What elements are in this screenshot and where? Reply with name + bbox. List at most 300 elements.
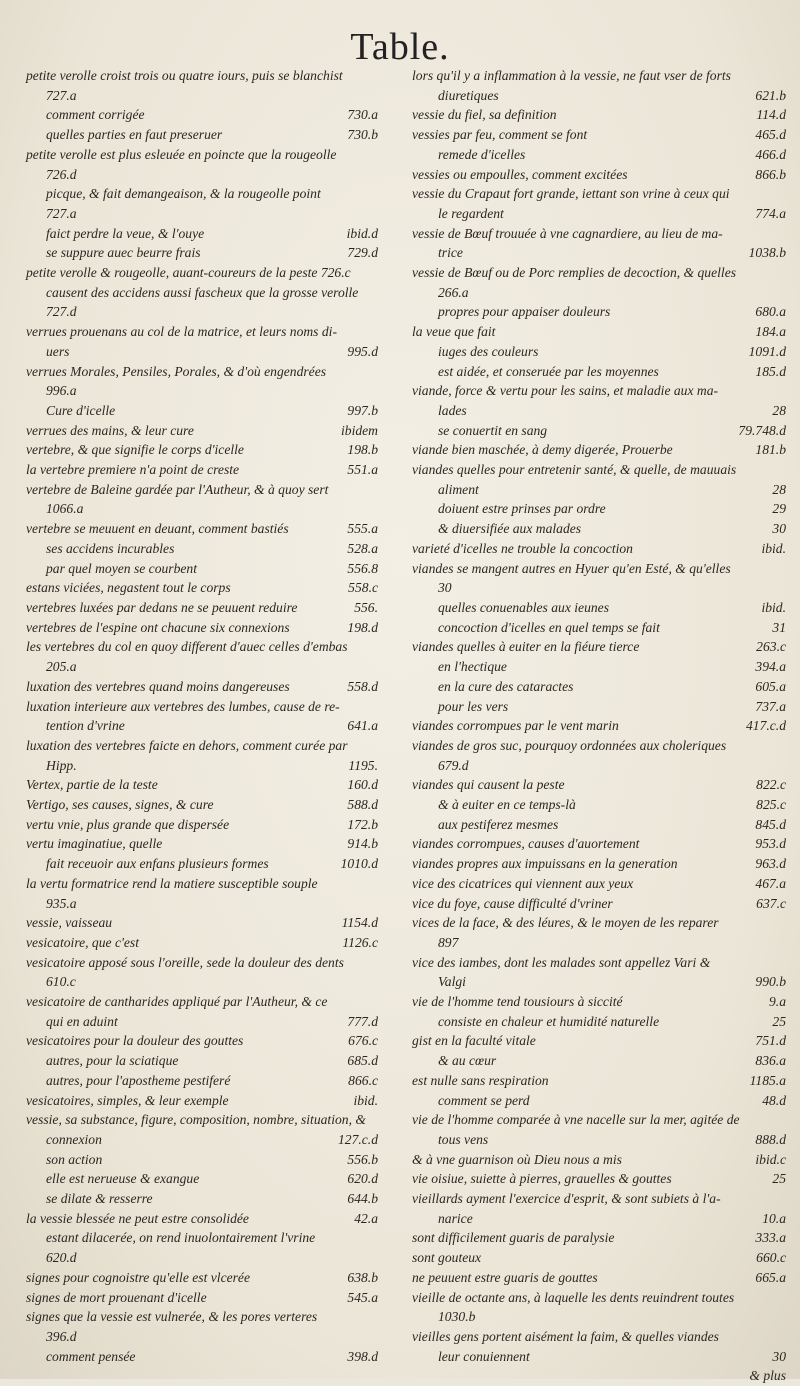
index-entry — [412, 342, 786, 362]
index-entry — [412, 1307, 786, 1327]
entry-page-ref: ibid. — [761, 599, 786, 615]
index-entry — [412, 224, 786, 244]
entry-page-ref: 730.a — [347, 107, 378, 123]
entry-page-ref: 172.b — [347, 816, 378, 832]
entry-page-ref: 995.d — [347, 343, 378, 359]
index-entry — [26, 204, 378, 224]
index-entry — [412, 302, 786, 322]
entry-page-ref: 605.a — [755, 678, 786, 694]
index-entry — [412, 913, 786, 933]
entry-text: se dilate & resserre — [46, 1191, 153, 1207]
entry-text: 897 — [438, 934, 459, 950]
entry-page-ref: 127.c.d — [337, 1131, 378, 1147]
index-entry — [26, 145, 378, 165]
index-entry — [26, 165, 378, 185]
entry-text: viandes se mangent autres en Hyuer qu'en Esté, & qu'elles — [412, 560, 731, 576]
entry-page-ref: 845.d — [755, 816, 786, 832]
index-entry — [26, 342, 378, 362]
entry-text: viandes propres aux impuissans en la generation — [412, 856, 678, 872]
index-entry — [412, 815, 786, 835]
entry-text: comment pensée — [46, 1348, 136, 1364]
entry-text: comment se perd — [438, 1092, 530, 1108]
index-entry — [26, 1051, 378, 1071]
index-entry — [26, 1189, 378, 1209]
entry-page-ref: 1126.c — [342, 934, 378, 950]
index-entry — [412, 125, 786, 145]
entry-page-ref: 556.8 — [347, 560, 378, 576]
index-entry — [412, 1012, 786, 1032]
entry-text: connexion — [46, 1131, 102, 1147]
entry-text: vice du foye, cause difficulté d'vriner — [412, 895, 613, 911]
entry-text: & diuersifiée aux malades — [438, 521, 582, 537]
entry-page-ref: 417.c.d — [745, 718, 786, 734]
index-entry — [412, 1189, 786, 1209]
entry-text: viandes quelles à euiter en la fiéure tierce — [412, 639, 640, 655]
entry-text: viandes de gros suc, pourquoy ordonnées aux choleriques — [412, 737, 727, 753]
entry-text: iuges des couleurs — [438, 343, 539, 359]
index-entry — [26, 637, 378, 657]
index-entry — [26, 559, 378, 579]
index-entry — [412, 283, 786, 303]
entry-text: par quel moyen se courbent — [46, 560, 198, 576]
index-entry — [412, 86, 786, 106]
index-entry — [26, 716, 378, 736]
entry-text: consiste en chaleur et humidité naturelle — [438, 1013, 660, 1029]
entry-page-ref: 990.b — [755, 974, 786, 990]
entry-page-ref: 556.b — [347, 1151, 378, 1167]
entry-page-ref: 751.d — [755, 1033, 786, 1049]
index-entry — [412, 1110, 786, 1130]
index-entry — [26, 539, 378, 559]
entry-text: 266.a — [438, 284, 469, 300]
entry-text: autres, pour la sciatique — [46, 1053, 179, 1069]
entry-page-ref: 465.d — [755, 127, 786, 143]
entry-text: Vertex, partie de la teste — [26, 777, 158, 793]
index-entry — [26, 322, 378, 342]
index-entry — [412, 953, 786, 973]
index-entry — [412, 362, 786, 382]
index-entry — [412, 1268, 786, 1288]
entry-page-ref: 25 — [772, 1171, 786, 1187]
entry-text: petite verolle & rougeolle, auant-coureurs de la peste 726.c — [26, 265, 351, 281]
index-entry — [26, 362, 378, 382]
entry-page-ref: 680.a — [755, 304, 786, 320]
entry-text: estant dilacerée, on rend inuolontairement l'vrine — [46, 1230, 316, 1246]
index-entry — [26, 421, 378, 441]
entry-page-ref: 10.a — [762, 1210, 786, 1226]
entry-text: la vessie blessée ne peut estre consolidée — [26, 1210, 249, 1226]
entry-text: vie de l'homme comparée à vne nacelle sur la mer, agitée de — [412, 1112, 740, 1128]
entry-page-ref: 528.a — [347, 540, 378, 556]
entry-text: 935.a — [46, 895, 77, 911]
entry-text: qui en aduint — [46, 1013, 118, 1029]
index-entry — [412, 440, 786, 460]
entry-text: causent des accidens aussi fascheux que la grosse verolle — [46, 284, 359, 300]
entry-text: quelles conuenables aux ieunes — [438, 599, 610, 615]
entry-text: 996.a — [46, 383, 77, 399]
entry-text: vessies par feu, comment se font — [412, 127, 588, 143]
index-entry — [412, 834, 786, 854]
entry-text: & à euiter en ce temps-là — [438, 797, 576, 813]
entry-page-ref: 997.b — [347, 402, 378, 418]
entry-text: vesicatoires, simples, & leur exemple — [26, 1092, 229, 1108]
entry-text: tention d'vrine — [46, 718, 125, 734]
entry-text: aux pestiferez mesmes — [438, 816, 559, 832]
index-entry — [412, 1150, 786, 1170]
index-entry — [26, 519, 378, 539]
index-entry — [412, 657, 786, 677]
index-entry — [26, 1327, 378, 1347]
entry-text: uers — [46, 343, 70, 359]
entry-text: autres, pour l'apostheme pestiferé — [46, 1072, 231, 1088]
entry-page-ref: 737.a — [755, 698, 786, 714]
index-entry — [26, 1288, 378, 1308]
entry-text: vessie, sa substance, figure, composition, nombre, situation, & — [26, 1112, 366, 1128]
index-entry — [412, 559, 786, 579]
index-entry — [412, 933, 786, 953]
entry-text: signes que la vessie est vulnerée, & les pores verteres — [26, 1309, 318, 1325]
entry-page-ref: 836.a — [755, 1053, 786, 1069]
entry-text: 1030.b — [438, 1309, 476, 1325]
entry-page-ref: 9.a — [769, 994, 786, 1010]
entry-text: luxation des vertebres quand moins dangereuses — [26, 678, 290, 694]
entry-text: vesicatoires pour la douleur des gouttes — [26, 1033, 244, 1049]
entry-text: vices de la face, & des léures, & le moyen de les reparer — [412, 915, 719, 931]
index-entry — [26, 953, 378, 973]
entry-page-ref: 730.b — [347, 127, 378, 143]
entry-text: lors qu'il y a inflammation à la vessie, ne faut vser de forts — [412, 68, 731, 83]
entry-text: doiuent estre prinses par ordre — [438, 501, 606, 517]
index-entry — [412, 972, 786, 992]
header — [0, 6, 800, 68]
entry-text: viandes qui causent la peste — [412, 777, 565, 793]
index-entry — [26, 1209, 378, 1229]
index-entry — [412, 1051, 786, 1071]
entry-text: pour les vers — [438, 698, 509, 714]
entry-text: verrues prouenans au col de la matrice, et leurs noms di- — [26, 324, 337, 340]
index-entry — [412, 736, 786, 756]
index-entry — [412, 992, 786, 1012]
entry-text: 727.a — [46, 205, 77, 221]
entry-text: fait receuoir aux enfans plusieurs formes — [46, 856, 269, 872]
index-entry — [26, 263, 378, 283]
entry-page-ref: 30 — [772, 1348, 786, 1364]
entry-text: trice — [438, 245, 463, 261]
entry-text: luxation interieure aux vertebres des lumbes, cause de re- — [26, 698, 340, 714]
entry-text: viandes quelles pour entretenir santé, & quelle, de mauuais — [412, 462, 737, 478]
index-entry — [26, 381, 378, 401]
index-entry — [412, 322, 786, 342]
index-entry — [26, 105, 378, 125]
entry-page-ref: 394.a — [755, 659, 786, 675]
entry-text: viande, force & vertu pour les sains, et maladie aux ma- — [412, 383, 719, 399]
entry-page-ref: 637.c — [756, 895, 786, 911]
entry-page-ref: 620.d — [347, 1171, 378, 1187]
entry-text: vessie du Crapaut fort grande, iettant son vrine à ceux qui — [412, 186, 730, 202]
index-entry — [412, 499, 786, 519]
entry-text: verrues des mains, & leur cure — [26, 422, 194, 438]
entry-page-ref: 28 — [772, 481, 786, 497]
index-entry — [412, 578, 786, 598]
entry-text: 610.c — [46, 974, 76, 990]
entry-text: 679.d — [438, 757, 469, 773]
entry-page-ref: 822.c — [756, 777, 786, 793]
index-entry — [26, 795, 378, 815]
entry-text: petite verolle est plus esleuée en poincte que la rougeolle — [26, 146, 337, 162]
index-entry — [26, 1169, 378, 1189]
index-entry — [26, 125, 378, 145]
entry-page-ref: 825.c — [756, 797, 786, 813]
entry-text: 726.d — [46, 166, 77, 182]
entry-text: Cure d'icelle — [46, 402, 116, 418]
entry-text: viande bien maschée, à demy digerée, Prouerbe — [412, 442, 673, 458]
entry-text: elle est nerueuse & exangue — [46, 1171, 200, 1187]
index-entry — [26, 243, 378, 263]
entry-text: ne peuuent estre guaris de gouttes — [412, 1269, 598, 1285]
entry-text: vice des iambes, dont les malades sont appellez Vari & — [412, 954, 711, 970]
entry-text: vessie de Bœuf trouuée à vne cagnardiere, au lieu de ma- — [412, 225, 723, 241]
entry-text: vertebre se meuuent en deuant, comment bastiés — [26, 521, 289, 537]
entry-page-ref: 30 — [772, 521, 786, 537]
index-entry — [26, 992, 378, 1012]
entry-text: picque, & fait demangeaison, & la rougeolle point — [46, 186, 321, 202]
index-entry — [412, 263, 786, 283]
entry-page-ref: 185.d — [755, 363, 786, 379]
index-entry — [412, 243, 786, 263]
index-entry — [26, 972, 378, 992]
entry-text: faict perdre la veue, & l'ouye — [46, 225, 205, 241]
entry-page-ref: 665.a — [755, 1269, 786, 1285]
entry-text: son action — [46, 1151, 103, 1167]
entry-text: vieillards ayment l'exercice d'esprit, & sont subiets à l'a- — [412, 1191, 721, 1207]
entry-page-ref: 638.b — [347, 1269, 378, 1285]
index-entry — [26, 756, 378, 776]
entry-text: 205.a — [46, 659, 77, 675]
entry-text: vertebre de Baleine gardée par l'Autheur, & à quoy sert — [26, 481, 329, 497]
entry-page-ref: 42.a — [354, 1210, 378, 1226]
entry-page-ref: 777.d — [347, 1013, 378, 1029]
entry-text: vie de l'homme tend tousiours à siccité — [412, 994, 623, 1010]
entry-text: propres pour appaiser douleurs — [438, 304, 611, 320]
index-entry — [26, 834, 378, 854]
entry-page-ref: 1091.d — [748, 343, 786, 359]
entry-text: & à vne guarnison où Dieu nous a mis — [412, 1151, 622, 1167]
entry-text: vessie, vaisseau — [26, 915, 113, 931]
entry-text: diuretiques — [438, 87, 499, 103]
entry-page-ref: 398.d — [347, 1348, 378, 1364]
index-entry — [412, 756, 786, 776]
entry-text: vertebre, & que signifie le corps d'icelle — [26, 442, 244, 458]
entry-page-ref: 558.c — [348, 580, 378, 596]
index-entry — [26, 933, 378, 953]
entry-text: en l'hectique — [438, 659, 507, 675]
index-entry — [412, 539, 786, 559]
entry-text: quelles parties en faut preseruer — [46, 127, 223, 143]
index-entry — [26, 283, 378, 303]
entry-text: vertebres de l'espine ont chacune six connexions — [26, 619, 290, 635]
entry-page-ref: 160.d — [347, 777, 378, 793]
index-entry — [412, 894, 786, 914]
index-entry — [412, 1130, 786, 1150]
entry-page-ref: 729.d — [347, 245, 378, 261]
entry-page-ref: 963.d — [755, 856, 786, 872]
entry-text: Hipp. — [46, 757, 77, 773]
entry-text: narice — [438, 1210, 473, 1226]
index-entry — [412, 1327, 786, 1347]
entry-text: remede d'icelles — [438, 146, 526, 162]
index-entry — [412, 184, 786, 204]
entry-page-ref: ibid.c — [755, 1151, 786, 1167]
index-entry — [26, 1110, 378, 1130]
index-entry — [412, 480, 786, 500]
index-entry — [412, 1288, 786, 1308]
entry-text: vertu imaginatiue, quelle — [26, 836, 163, 852]
index-entry — [412, 421, 786, 441]
entry-page-ref: 953.d — [755, 836, 786, 852]
entry-page-ref: 641.a — [347, 718, 378, 734]
index-entry — [26, 1071, 378, 1091]
entry-page-ref: 1038.b — [748, 245, 786, 261]
entry-page-ref: 644.b — [347, 1191, 378, 1207]
index-entry — [412, 874, 786, 894]
entry-text: signes pour cognoistre qu'elle est vlcerée — [26, 1269, 250, 1285]
index-entry — [26, 1150, 378, 1170]
index-entry — [26, 1091, 378, 1111]
entry-page-ref: 31 — [772, 619, 786, 635]
entry-text: petite verolle croist trois ou quatre iours, puis se blanchist — [26, 68, 343, 83]
index-entry — [412, 165, 786, 185]
entry-page-ref: 1010.d — [340, 856, 378, 872]
entry-page-ref: 79.748.d — [738, 422, 786, 438]
index-entry — [26, 1307, 378, 1327]
index-entry — [26, 1130, 378, 1150]
entry-text: vie oisiue, suiette à pierres, grauelles & gouttes — [412, 1171, 672, 1187]
index-entry — [412, 795, 786, 815]
index-entry — [412, 1091, 786, 1111]
entry-page-ref: ibid. — [353, 1092, 378, 1108]
index-entry — [412, 716, 786, 736]
index-entry — [26, 66, 378, 86]
index-entry — [26, 440, 378, 460]
index-entry — [26, 1031, 378, 1051]
index-entry — [412, 1228, 786, 1248]
entry-text: sont gouteux — [412, 1250, 482, 1266]
index-entry — [26, 480, 378, 500]
index-entry — [412, 145, 786, 165]
entry-text: vessie de Bœuf ou de Porc remplies de decoction, & quelles — [412, 265, 737, 281]
entry-text: & au cœur — [438, 1053, 497, 1069]
index-entry — [412, 854, 786, 874]
entry-page-ref: 866.c — [348, 1072, 378, 1088]
entry-page-ref: ibid.d — [346, 225, 378, 241]
entry-text: varieté d'icelles ne trouble la concoction — [412, 540, 633, 556]
entry-text — [412, 1366, 786, 1386]
entry-page-ref: 114.d — [756, 107, 786, 123]
entry-text: vice des cicatrices qui viennent aux yeux — [412, 875, 634, 891]
entry-text: viandes corrompues, causes d'auortement — [412, 836, 640, 852]
entry-text: tous vens — [438, 1131, 489, 1147]
entry-page-ref: ibid. — [761, 540, 786, 556]
entry-page-ref: 263.c — [756, 639, 786, 655]
index-entry — [412, 598, 786, 618]
index-entry — [26, 913, 378, 933]
entry-text: vesicatoire apposé sous l'oreille, sede la douleur des dents — [26, 954, 344, 970]
entry-page-ref: 558.d — [347, 678, 378, 694]
entry-page-ref: 660.c — [756, 1250, 786, 1266]
index-entry — [412, 1248, 786, 1268]
entry-page-ref: 888.d — [755, 1131, 786, 1147]
entry-text: le regardent — [438, 205, 504, 221]
entry-page-ref: 198.d — [347, 619, 378, 635]
entry-page-ref: 914.b — [347, 836, 378, 852]
entry-text: 727.d — [46, 304, 77, 320]
entry-text: vertu vnie, plus grande que dispersée — [26, 816, 230, 832]
entry-page-ref: & plus — [749, 1368, 786, 1384]
entry-text: 727.a — [46, 87, 77, 103]
entry-text: vertebres luxées par dedans ne se peuuent reduire — [26, 599, 298, 615]
index-entry — [26, 1248, 378, 1268]
index-entry — [412, 1031, 786, 1051]
index-entry — [412, 66, 786, 86]
index-entry — [412, 775, 786, 795]
index-entry — [412, 460, 786, 480]
index-entry — [26, 854, 378, 874]
entry-text: comment corrigée — [46, 107, 145, 123]
entry-page-ref: 774.a — [755, 205, 786, 221]
entry-text: la vertu formatrice rend la matiere susceptible souple — [26, 875, 318, 891]
entry-page-ref: 545.a — [347, 1289, 378, 1305]
entry-page-ref: 25 — [772, 1013, 786, 1029]
entry-page-ref: 28 — [772, 402, 786, 418]
index-entry — [412, 105, 786, 125]
entry-text: 30 — [438, 580, 452, 596]
entry-text: vesicatoire, que c'est — [26, 934, 139, 950]
index-entry — [26, 874, 378, 894]
index-entry — [26, 697, 378, 717]
entry-text: vesicatoire de cantharides appliqué par l'Autheur, & ce — [26, 994, 328, 1010]
index-entry — [26, 1228, 378, 1248]
index-entry — [26, 184, 378, 204]
entry-text: vieilles gens portent aisément la faim, & quelles viandes — [412, 1329, 719, 1344]
entry-text: 396.d — [46, 1329, 77, 1344]
entry-page-ref: 556. — [354, 599, 378, 615]
index-entry — [412, 1366, 786, 1386]
entry-page-ref: 551.a — [347, 462, 378, 478]
index-entry — [412, 677, 786, 697]
index-entry — [26, 499, 378, 519]
entry-text: les vertebres du col en quoy different d'auec celles d'embas — [26, 639, 348, 655]
entry-page-ref: 621.b — [755, 87, 786, 103]
index-entry — [26, 460, 378, 480]
entry-text: la veue que fait — [412, 324, 496, 340]
entry-text: lades — [438, 402, 467, 418]
index-entry — [412, 1347, 786, 1367]
entry-text: signes de mort prouenant d'icelle — [26, 1289, 207, 1305]
entry-text: est nulle sans respiration — [412, 1072, 549, 1088]
entry-page-ref: 467.a — [755, 875, 786, 891]
index-entry — [412, 637, 786, 657]
entry-page-ref: 198.b — [347, 442, 378, 458]
entry-text: vieille de octante ans, à laquelle les dents reuindrent toutes — [412, 1289, 735, 1305]
entry-text: viandes corrompues par le vent marin — [412, 718, 619, 734]
entry-page-ref: 48.d — [762, 1092, 786, 1108]
index-entry — [412, 618, 786, 638]
index-column-left — [26, 66, 378, 1366]
entry-page-ref: 184.a — [755, 324, 786, 340]
index-entry — [26, 894, 378, 914]
index-entry — [412, 1169, 786, 1189]
index-entry — [26, 657, 378, 677]
